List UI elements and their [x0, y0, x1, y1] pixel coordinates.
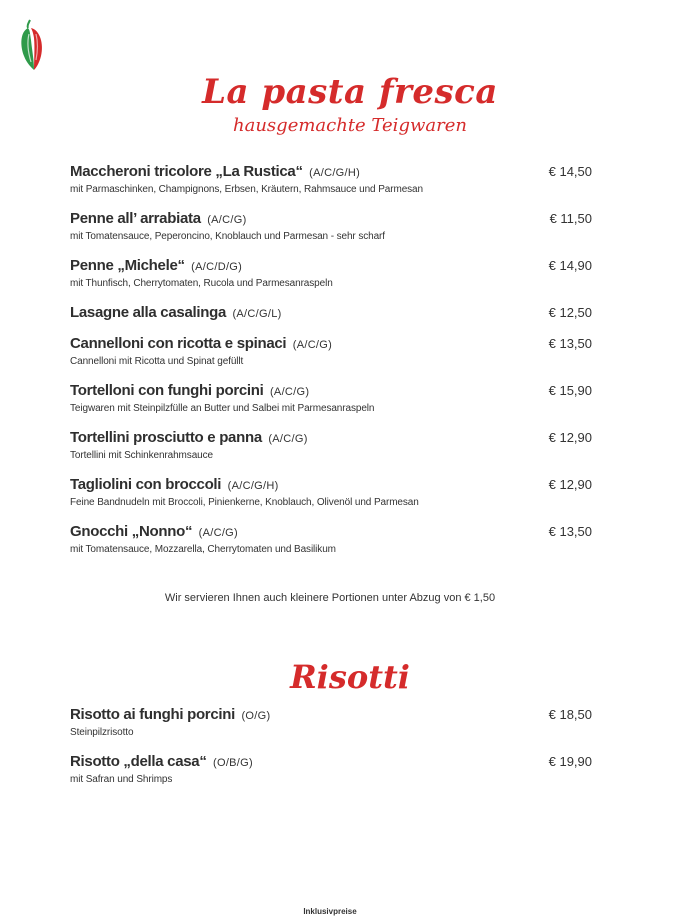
dish-name: Penne „Michele“ — [70, 257, 185, 274]
dish-allergens: (O/G) — [241, 710, 271, 722]
dish-item — [70, 753, 592, 785]
dish-allergens: (A/C/G) — [292, 339, 333, 351]
dish-allergens: (A/C/G) — [198, 527, 239, 539]
dish-description: Cannelloni mit Ricotta und Spinat gefüllt — [70, 356, 244, 367]
dish-allergens: (A/C/G) — [268, 433, 308, 445]
dish-item — [70, 210, 592, 242]
dish-allergens: (A/C/G) — [269, 386, 310, 398]
dish-price: € 14,90 — [548, 258, 592, 273]
dish-item — [70, 163, 592, 195]
dish-item — [70, 429, 592, 461]
dish-allergens: (A/C/G/L) — [232, 308, 282, 320]
pasta-section-title: La pasta fresca — [202, 72, 498, 112]
dish-item — [70, 523, 592, 555]
pasta-section-subtitle: hausgemachte Teigwaren — [233, 115, 467, 136]
dish-name: Maccheroni tricolore „La Rustica“ — [70, 163, 303, 180]
dish-description: mit Safran und Shrimps — [70, 774, 173, 785]
dish-item — [70, 476, 592, 508]
dish-price: € 12,90 — [548, 430, 592, 445]
dish-description: mit Tomatensauce, Peperoncino, Knoblauch und Parmesan - sehr scharf — [70, 231, 385, 242]
dish-item — [70, 706, 592, 738]
dish-item — [70, 304, 592, 324]
dish-description: mit Thunfisch, Cherrytomaten, Rucola und Parmesanraspeln — [70, 278, 333, 289]
dish-price: € 11,50 — [549, 211, 592, 226]
dish-description: Feine Bandnudeln mit Broccoli, Pinienkerne, Knoblauch, Olivenöl und Parmesan — [70, 497, 419, 508]
risotti-section-title: Risotti — [290, 658, 410, 696]
dish-name: Gnocchi „Nonno“ — [70, 523, 193, 540]
dish-price: € 18,50 — [548, 707, 592, 722]
dish-description: Tortellini mit Schinkenrahmsauce — [70, 450, 213, 461]
dish-price: € 12,90 — [548, 477, 592, 492]
dish-price: € 15,90 — [548, 383, 592, 398]
dish-price: € 12,50 — [548, 305, 592, 320]
dish-name: Tortelloni con funghi porcini — [70, 382, 264, 399]
dish-item — [70, 257, 592, 289]
dish-name: Penne all’ arrabiata — [70, 210, 201, 227]
dish-description: mit Parmaschinken, Champignons, Erbsen, Kräutern, Rahmsauce und Parmesan — [70, 184, 423, 195]
chili-pepper-icon — [14, 16, 48, 72]
portion-note: Wir servieren Ihnen auch kleinere Portionen unter Abzug von € 1,50 — [164, 592, 496, 604]
dish-price: € 14,50 — [548, 164, 592, 179]
dish-price: € 13,50 — [548, 524, 592, 539]
dish-allergens: (A/C/G/H) — [309, 167, 361, 179]
dish-price: € 13,50 — [548, 336, 592, 351]
dish-allergens: (A/C/G) — [207, 214, 247, 226]
dish-name: Cannelloni con ricotta e spinaci — [70, 335, 287, 352]
dish-item — [70, 335, 592, 367]
dish-name: Tagliolini con broccoli — [70, 476, 222, 493]
dish-allergens: (A/C/D/G) — [191, 261, 243, 273]
dish-name: Lasagne alla casalinga — [70, 304, 226, 321]
dish-allergens: (A/C/G/H) — [227, 480, 279, 492]
dish-allergens: (O/B/G) — [213, 757, 253, 769]
dish-description: Teigwaren mit Steinpilzfülle an Butter und Salbei mit Parmesanraspeln — [70, 403, 375, 414]
dish-name: Risotto „della casa“ — [70, 753, 207, 770]
dish-price: € 19,90 — [548, 754, 592, 769]
dish-item — [70, 382, 592, 414]
dish-name: Tortellini prosciutto e panna — [70, 429, 262, 446]
dish-description: mit Tomatensauce, Mozzarella, Cherrytomaten und Basilikum — [70, 544, 336, 555]
dish-description: Steinpilzrisotto — [70, 727, 134, 738]
dish-name: Risotto ai funghi porcini — [70, 706, 235, 723]
footer-note: Inklusivpreise — [303, 907, 357, 916]
